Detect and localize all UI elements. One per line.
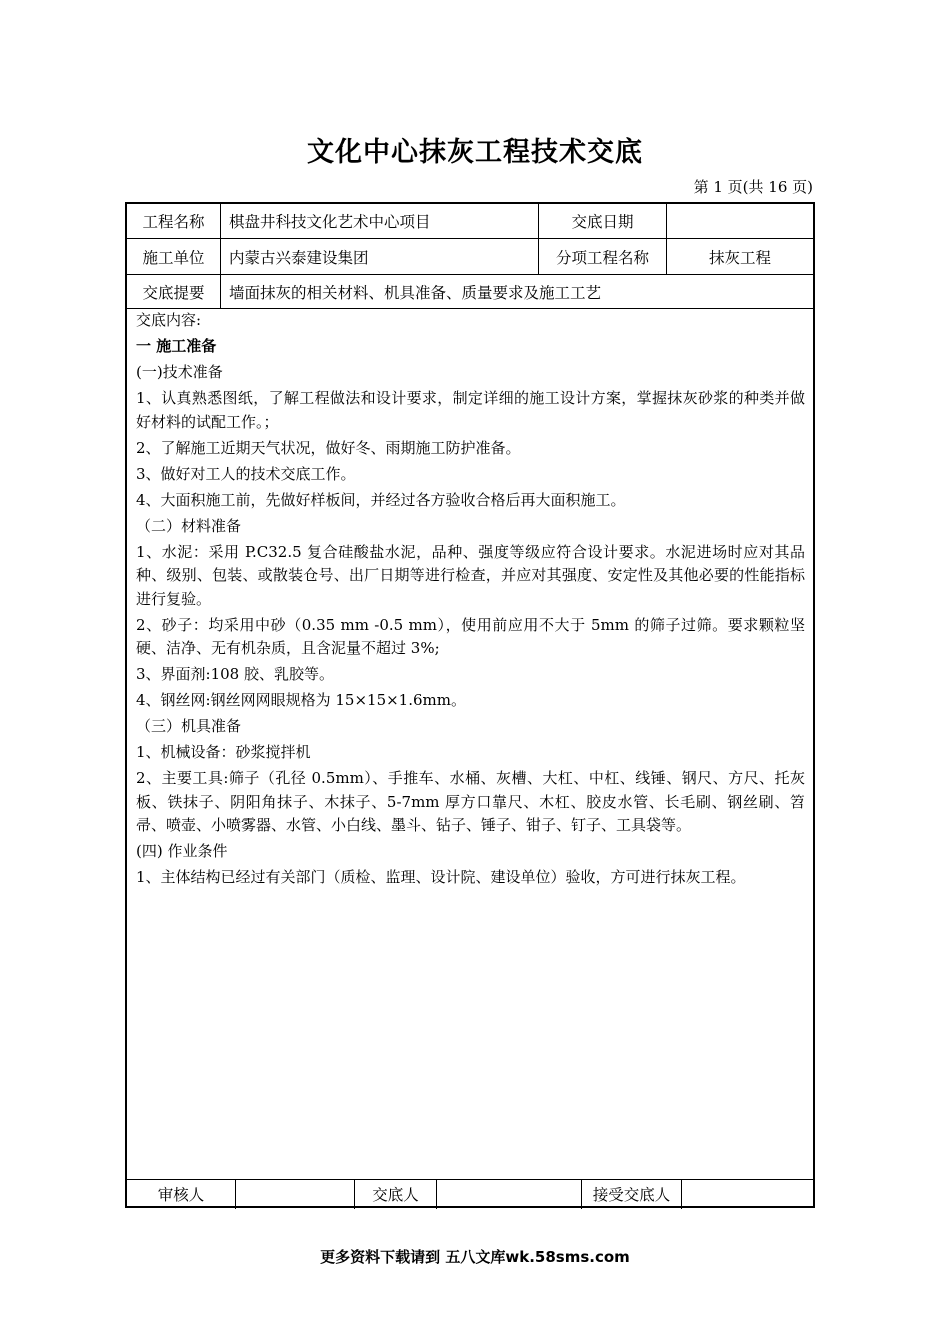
paragraph: 3、做好对工人的技术交底工作。 xyxy=(136,464,356,483)
disclosure-form xyxy=(125,202,815,1208)
disclosure-content xyxy=(136,309,805,892)
subsection-heading: （二）材料准备 xyxy=(136,516,242,535)
project-name-label: 工程名称 xyxy=(142,213,205,231)
subsection-heading: (四) 作业条件 xyxy=(136,842,228,860)
disclosure-date-label: 交底日期 xyxy=(571,213,634,231)
paragraph: 1、主体结构已经过有关部门（质检、监理、设计院、建设单位）验收，方可进行抹灰工程。 xyxy=(136,868,746,886)
subsection-heading: （三）机具准备 xyxy=(136,717,242,735)
reviewer-value xyxy=(236,1180,354,1208)
presenter-value xyxy=(437,1180,581,1208)
paragraph: 1、认真熟悉图纸，了解工程做法和设计要求，制定详细的施工设计方案，掌握抹灰砂浆的种类并做好材料的试配工作。； xyxy=(136,389,805,431)
construction-unit-label: 施工单位 xyxy=(142,248,205,267)
receiver-value xyxy=(682,1180,813,1208)
paragraph: 2、了解施工近期天气状况，做好冬、雨期施工防护准备。 xyxy=(136,438,521,457)
page-indicator: 第 1 页(共 16 页) xyxy=(693,178,813,196)
footer-download-note: 更多资料下载请到 五八文库wk.58sms.com xyxy=(320,1248,630,1266)
paragraph: 1、水泥：采用 P.C32.5 复合硅酸盐水泥，品种、强度等级应符合设计要求。水泥进场时应对其品种、级别、包装、或散装仓号、出厂日期等进行检查，并应对其强度、安定性及其他必要的性能指标进行复验。 xyxy=(136,542,805,608)
reviewer-label: 审核人 xyxy=(157,1186,205,1204)
summary-label: 交底提要 xyxy=(142,283,205,302)
project-name-value: 棋盘井科技文化艺术中心项目 xyxy=(229,213,431,231)
receiver-label: 接受交底人 xyxy=(592,1186,671,1204)
content-label: 交底内容: xyxy=(136,311,202,329)
summary-value: 墙面抹灰的相关材料、机具准备、质量要求及施工工艺 xyxy=(229,283,602,302)
presenter-label: 交底人 xyxy=(372,1186,419,1204)
subproject-name-label: 分项工程名称 xyxy=(555,248,649,267)
paragraph: 2、砂子：均采用中砂（0.35 mm -0.5 mm），使用前应用不大于 5mm 的筛子过筛。要求颗粒坚硬、洁净、无有机杂质，且含泥量不超过 3%; xyxy=(136,615,805,657)
paragraph: 3、界面剂:108 胶、乳胶等。 xyxy=(136,665,334,683)
subproject-name-value: 抹灰工程 xyxy=(708,248,771,267)
document-title: 文化中心抹灰工程技术交底 xyxy=(307,137,643,168)
paragraph: 4、钢丝网:钢丝网网眼规格为 15×15×1.6mm。 xyxy=(136,691,466,709)
construction-unit-value: 内蒙古兴泰建设集团 xyxy=(229,248,369,267)
paragraph: 2、主要工具:筛子（孔径 0.5mm）、手推车、水桶、灰槽、大杠、中杠、线锤、钢尺、方尺、托灰板、铁抹子、阴阳角抹子、木抹子、5-7mm 厚方口靠尺、木杠、胶皮水管、长毛刷、钢丝刷、笤帚、喷壶、小喷雾器、水管、小白线、墨斗、钻子、锤子、钳子、钉子、工具袋等。 xyxy=(136,769,805,834)
section-heading: 一 施工准备 xyxy=(136,337,217,355)
paragraph: 1、机械设备：砂浆搅拌机 xyxy=(136,743,311,761)
subsection-heading: (一)技术准备 xyxy=(136,363,223,381)
disclosure-date-value xyxy=(667,204,813,238)
paragraph: 4、大面积施工前，先做好样板间，并经过各方验收合格后再大面积施工。 xyxy=(136,490,626,509)
